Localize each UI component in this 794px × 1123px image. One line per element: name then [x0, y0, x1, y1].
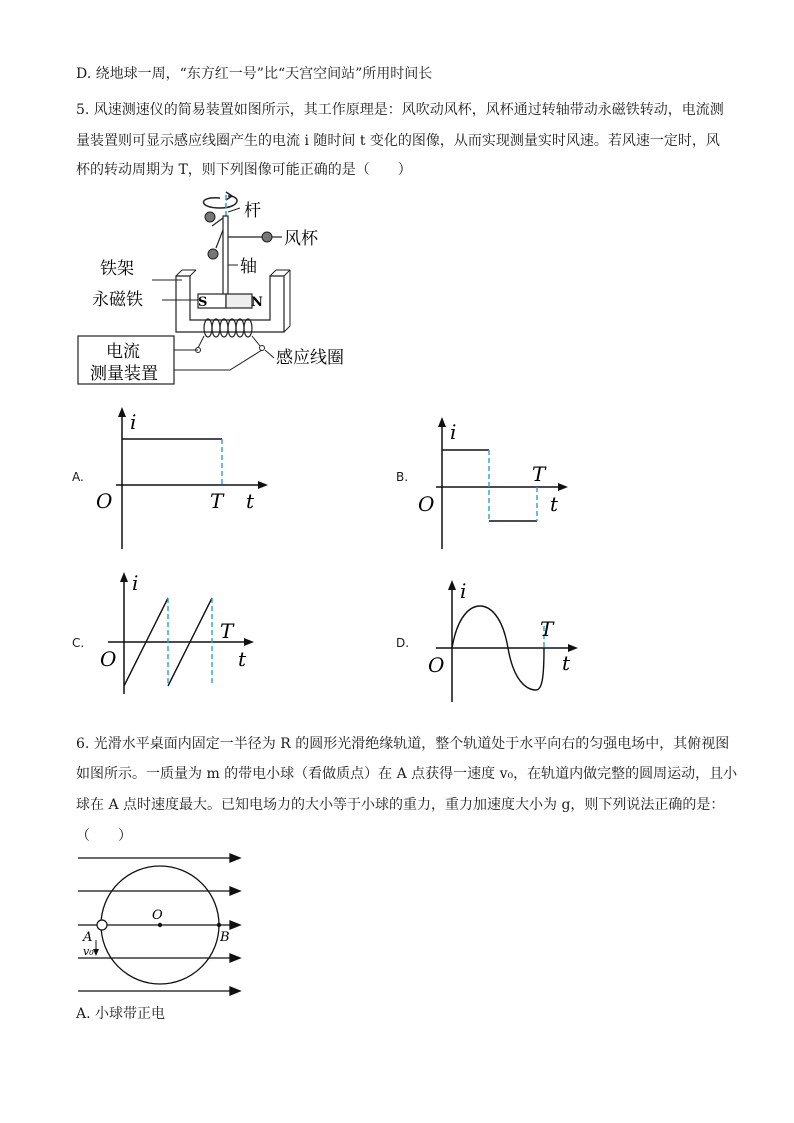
center-point: [158, 923, 162, 927]
option-b-graph: [412, 415, 582, 555]
cup-ball-icon: [208, 249, 218, 259]
q5-stem-line3: 杯的转动周期为 T，则下列图像可能正确的是（ ）: [76, 162, 412, 178]
label-tiejia: 铁架: [100, 259, 134, 279]
origin-o: O: [418, 492, 435, 516]
cup-ball-icon: [205, 212, 215, 222]
rotation-arrow-icon: [204, 196, 238, 208]
origin-o: O: [96, 489, 113, 513]
option-d-label: D.: [396, 636, 410, 650]
option-a-graph: [92, 405, 272, 555]
axis-i: i: [132, 571, 139, 595]
label-ganying: 感应线圈: [276, 348, 344, 368]
origin-o: O: [428, 653, 445, 677]
option-c-graph: [92, 570, 262, 700]
label-gan: 杆: [244, 201, 261, 221]
period-t: T: [532, 462, 546, 486]
q6-stem-line1: 6. 光滑水平桌面内固定一半径为 R 的圆形光滑绝缘轨道，整个轨道处于水平向右的匀强电场中，其俯视图: [76, 736, 730, 752]
label-zhou: 轴: [240, 257, 257, 277]
axis-t: t: [562, 651, 571, 675]
period-t: T: [210, 489, 224, 513]
charged-ball: [97, 920, 107, 930]
q4-option-d: D. 绕地球一周，“东方红一号”比“天宫空间站”所用时间长: [76, 66, 433, 82]
axis-i: i: [130, 410, 137, 434]
period-t: T: [540, 617, 554, 641]
label-meter-line1: 电流: [106, 342, 140, 362]
label-o: O: [152, 908, 163, 923]
axis-i: i: [450, 420, 457, 444]
label-fengbei: 风杯: [284, 229, 318, 249]
origin-o: O: [100, 647, 117, 671]
label-v0: v₀: [83, 945, 94, 958]
option-d-graph: [422, 578, 592, 708]
cup-ball-icon: [262, 232, 272, 242]
option-b-label: B.: [396, 470, 409, 484]
axis-t: t: [238, 647, 247, 671]
label-b: B: [220, 930, 230, 945]
q6-stem-line2: 如图所示。一质量为 m 的带电小球（看做质点）在 A 点获得一速度 v₀，在轨道内做完整的圆周运动，且小: [76, 766, 738, 782]
q5-stem-line2: 量装置则可显示感应线圈产生的电流 i 随时间 t 变化的图像，从而实现测量实时风速。若风速一定时，风: [76, 133, 720, 149]
wind-speed-apparatus-figure: [70, 190, 370, 390]
label-s-pole: S: [198, 295, 208, 310]
q6-option-a: A. 小球带正电: [76, 1006, 166, 1022]
label-a: A: [83, 930, 93, 945]
axis-i: i: [460, 579, 467, 603]
axis-t: t: [550, 492, 559, 516]
circular-track-field-figure: [74, 848, 246, 998]
option-a-label: A.: [72, 470, 84, 484]
label-n-pole: N: [251, 295, 263, 310]
period-t: T: [220, 619, 234, 643]
label-yongcitie: 永磁铁: [92, 290, 143, 310]
option-c-label: C.: [72, 636, 85, 650]
q6-stem-line3: 球在 A 点时速度最大。已知电场力的大小等于小球的重力，重力加速度大小为 g，则下列说法正确的是：: [76, 797, 725, 813]
axis-t: t: [246, 489, 255, 513]
label-meter-line2: 测量装置: [90, 364, 158, 384]
q5-stem-line1: 5. 风速测速仪的简易装置如图所示，其工作原理是：风吹动风杯，风杯通过转轴带动永磁铁转动，电流测: [76, 102, 724, 118]
q6-stem-line4: （ ）: [76, 828, 132, 844]
